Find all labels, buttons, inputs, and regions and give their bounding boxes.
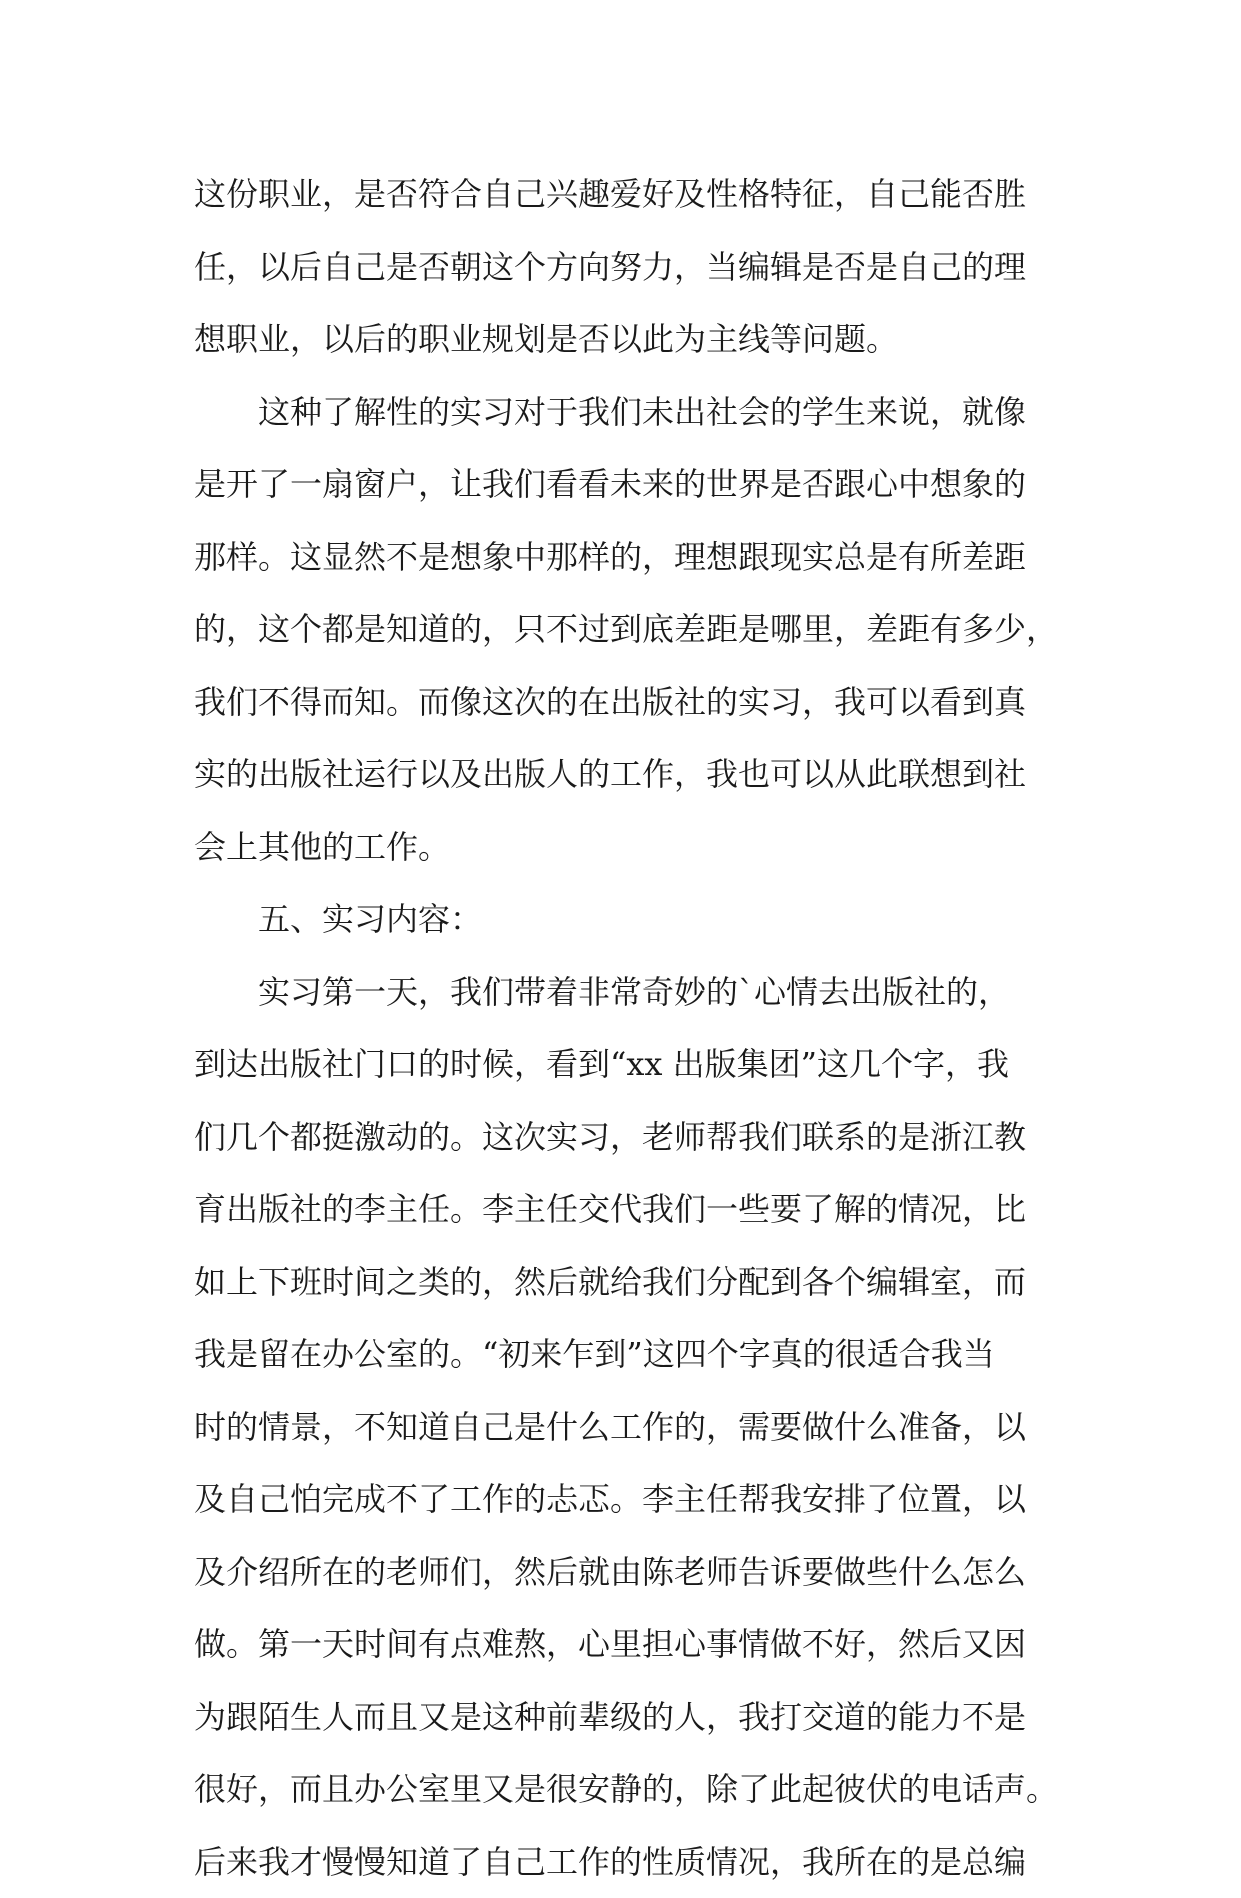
text-line: 实的出版社运行以及出版人的工作，我也可以从此联想到社 — [194, 738, 1054, 811]
text-line: 到达出版社门口的时候，看到“xx 出版集团”这几个字，我 — [194, 1028, 1054, 1101]
text-line: 这份职业，是否符合自己兴趣爱好及性格特征，自己能否胜 — [194, 158, 1054, 231]
text-line: 及介绍所在的老师们，然后就由陈老师告诉要做些什么怎么 — [194, 1536, 1054, 1609]
text-line: 及自己怕完成不了工作的忐忑。李主任帮我安排了位置，以 — [194, 1463, 1054, 1536]
text-line: 想职业，以后的职业规划是否以此为主线等问题。 — [194, 303, 1054, 376]
text-line: 我们不得而知。而像这次的在出版社的实习，我可以看到真 — [194, 666, 1054, 739]
text-line: 为跟陌生人而且又是这种前辈级的人，我打交道的能力不是 — [194, 1681, 1054, 1754]
paragraph-first-line: 实习第一天，我们带着非常奇妙的`心情去出版社的， — [194, 956, 1054, 1029]
text-line: 做。第一天时间有点难熬，心里担心事情做不好，然后又因 — [194, 1608, 1054, 1681]
text-line: 我是留在办公室的。“初来乍到”这四个字真的很适合我当 — [194, 1318, 1054, 1391]
section-heading: 五、实习内容： — [194, 883, 1054, 956]
text-line: 会上其他的工作。 — [194, 811, 1054, 884]
text-line: 的，这个都是知道的，只不过到底差距是哪里，差距有多少， — [194, 593, 1054, 666]
text-line: 育出版社的李主任。李主任交代我们一些要了解的情况，比 — [194, 1173, 1054, 1246]
text-line: 是开了一扇窗户，让我们看看未来的世界是否跟心中想象的 — [194, 448, 1054, 521]
text-line: 们几个都挺激动的。这次实习，老师帮我们联系的是浙江教 — [194, 1101, 1054, 1174]
text-line: 那样。这显然不是想象中那样的，理想跟现实总是有所差距 — [194, 521, 1054, 594]
text-line: 时的情景，不知道自己是什么工作的，需要做什么准备，以 — [194, 1391, 1054, 1464]
text-line: 后来我才慢慢知道了自己工作的性质情况，我所在的是总编 — [194, 1826, 1054, 1898]
document-body — [194, 158, 1054, 1898]
text-line: 很好，而且办公室里又是很安静的，除了此起彼伏的电话声。 — [194, 1753, 1054, 1826]
text-line: 任，以后自己是否朝这个方向努力，当编辑是否是自己的理 — [194, 231, 1054, 304]
text-line: 如上下班时间之类的，然后就给我们分配到各个编辑室，而 — [194, 1246, 1054, 1319]
paragraph-first-line: 这种了解性的实习对于我们未出社会的学生来说，就像 — [194, 376, 1054, 449]
